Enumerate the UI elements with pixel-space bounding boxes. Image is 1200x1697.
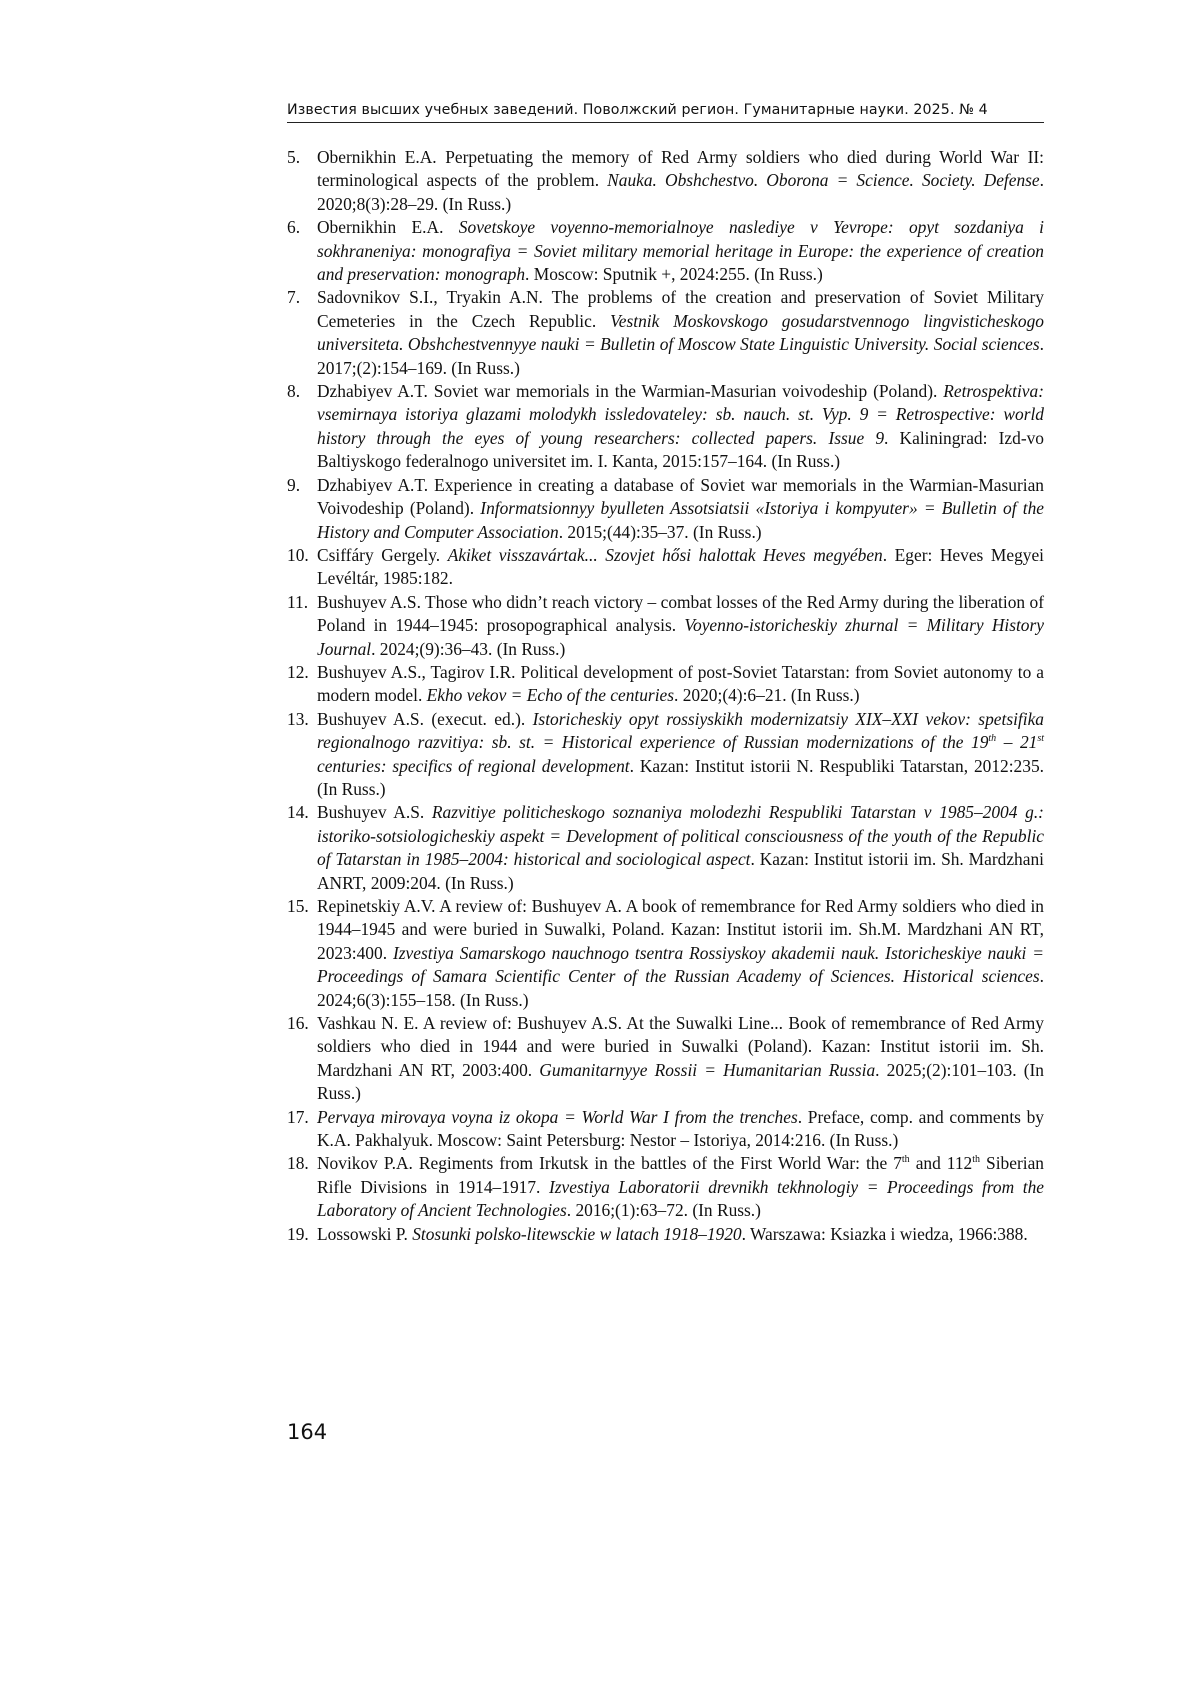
reference-text (317, 146, 1044, 216)
reference-item (287, 708, 1044, 802)
reference-number: 5. (287, 147, 301, 167)
reference-segment: . Kazan: Institut istorii N. Respubliki Tatarstan, 2012:235. (In Russ.) (317, 755, 1044, 799)
reference-segment: Csiffáry Gergely. (317, 544, 448, 565)
reference-number: 7. (287, 287, 301, 308)
reference-segment: . Kazan: Institut istorii im. Sh. Mardzhani ANRT, 2009:204. (In Russ.) (317, 849, 1044, 893)
reference-text (317, 1223, 1044, 1246)
reference-text (317, 661, 1044, 708)
reference-item (287, 591, 1044, 661)
reference-title-italic: Istoricheskiy opyt rossiyskikh modernizatsiy XIX–XXI vekov: spetsifika regionalnogo razvitiya: sb. st. = Historical experience of Russian modernizations of the 19 (317, 708, 1044, 753)
reference-text (317, 895, 1044, 1012)
reference-title-italic: Stosunki polsko-litewsckie w latach 1918–1920 (412, 1223, 742, 1244)
ordinal-superscript: st (1037, 733, 1045, 745)
reference-item (287, 661, 1044, 708)
reference-segment: . 2015;(44):35–37. (In Russ.) (558, 521, 762, 542)
reference-title-italic: centuries: specifics of regional development (317, 755, 630, 776)
reference-segment: . 2020;(4):6–21. (In Russ.) (674, 685, 860, 706)
reference-segment: Bushuyev A.S., Tagirov I.R. Political development of post-Soviet Tatarstan: from Soviet autonomy to a modern model. (317, 661, 1044, 706)
reference-number: 15. (287, 896, 309, 916)
page-number: 164 (287, 1420, 328, 1444)
ordinal-superscript: th (901, 1154, 910, 1166)
reference-segment: Bushuyev A.S. Those who didn’t reach victory – combat losses of the Red Army during the liberation of Poland in 1944–1945: prosopographical analysis. (317, 591, 1044, 636)
running-header: Известия высших учебных заведений. Поволжский регион. Гуманитарные науки. 2025. № 4 (287, 102, 1044, 123)
reference-number: 18. (287, 1153, 309, 1174)
reference-segment: Dzhabiyev A.T. Soviet war memorials in the Warmian-Masurian voivodeship (Poland). (317, 381, 944, 402)
reference-title-italic: Izvestiya Samarskogo nauchnogo tsentra Rossiyskoy akademii nauk. Istoricheskiye nauki = Proceedings of Samara Scientific Center of the Russian Academy of Sciences. Historical sciences (317, 942, 1044, 987)
reference-text (317, 544, 1044, 591)
reference-title-italic: Retrospektiva: vsemirnaya istoriya glazami molodykh issledovateley: sb. nauch. st. Vyp. 9 = Retrospective: world history through the eyes of young researchers: collected papers. Issue 9 (317, 381, 1044, 448)
reference-number: 8. (287, 381, 301, 402)
reference-title-italic: Informatsionnyy byulleten Assotsiatsii «Istoriya i kompyuter» = Bulletin of the History and Computer Association (317, 498, 1045, 542)
reference-segment: . Kaliningrad: Izd-vo Baltiyskogo federalnogo universitet im. I. Kanta, 2015:157–164. (In Russ.) (317, 427, 1045, 472)
reference-title-italic: Ekho vekov = Echo of the centuries (426, 685, 675, 706)
reference-segment: . 2024;6(3):155–158. (In Russ.) (317, 966, 1044, 1010)
reference-segment: and 112 (909, 1153, 973, 1174)
reference-segment: . Warszawa: Ksiazka i wiedza, 1966:388. (741, 1223, 1028, 1244)
reference-number: 9. (287, 474, 301, 495)
reference-item (287, 474, 1044, 544)
reference-title-italic: Izvestiya Laboratorii drevnikh tekhnologiy = Proceedings from the Laboratory of Ancient Technologies (317, 1176, 1044, 1221)
reference-title-italic: Akiket visszavártak... Szovjet hősi halottak Heves megyében (447, 544, 883, 565)
reference-segment: . 2016;(1):63–72. (In Russ.) (566, 1200, 761, 1221)
reference-title-italic: Pervaya mirovaya voyna iz okopa = World War I from the trenches (317, 1106, 798, 1127)
reference-text (317, 1012, 1044, 1106)
reference-text (317, 474, 1044, 544)
reference-item (287, 544, 1044, 591)
reference-text (317, 380, 1044, 474)
reference-segment: Obernikhin E.A. Perpetuating the memory of Red Army soldiers who died during World War II: terminological aspects of the problem. (317, 147, 1044, 191)
reference-item (287, 1152, 1044, 1222)
reference-segment: Bushuyev A.S. (execut. ed.). (317, 708, 533, 729)
reference-segment: Sadovnikov S.I., Tryakin A.N. The problems of the creation and preservation of Soviet Military Cemeteries in the Czech Republic. (317, 287, 1044, 331)
reference-number: 16. (287, 1013, 309, 1034)
reference-title-italic: Razvitiye politicheskogo soznaniya molodezhi Respubliki Tatarstan v 1985–2004 g.: istoriko-sotsiologicheskiy aspekt = Development of political consciousness of the youth of the Republic of Tatarstan in 1985–2004: historical and sociological aspect (317, 802, 1044, 870)
reference-number: 6. (287, 217, 301, 238)
reference-title-italic: – 21 (996, 732, 1038, 753)
reference-segment: . 2024;(9):36–43. (In Russ.) (371, 638, 566, 659)
reference-text (317, 708, 1044, 802)
reference-segment: Siberian Rifle Divisions in 1914–1917. (317, 1153, 1044, 1197)
reference-text (317, 286, 1044, 380)
ordinal-superscript: th (972, 1154, 981, 1166)
ordinal-superscript: th (988, 733, 997, 745)
reference-text (317, 1106, 1044, 1153)
reference-segment: Lossowski P. (317, 1223, 413, 1244)
reference-number: 17. (287, 1106, 309, 1127)
reference-segment: . Preface, comp. and comments by K.A. Pakhalyuk. Moscow: Saint Petersburg: Nestor – Istoriya, 2014:216. (In Russ.) (317, 1106, 1045, 1151)
reference-item (287, 895, 1044, 1012)
reference-segment: . Eger: Heves Megyei Levéltár, 1985:182. (317, 544, 1045, 589)
reference-number: 14. (287, 802, 309, 823)
reference-title-italic: Gumanitarnyye Rossii = Humanitarian Russia (539, 1059, 876, 1080)
reference-number: 10. (287, 544, 309, 565)
reference-segment: Novikov P.A. Regiments from Irkutsk in the battles of the First World War: the 7 (317, 1153, 902, 1174)
reference-item (287, 1223, 1044, 1246)
reference-title-italic: Vestnik Moskovskogo gosudarstvennogo lingvisticheskogo universiteta. Obshchestvennyye nauki = Bulletin of Moscow State Linguistic University. Social sciences (317, 310, 1044, 355)
reference-text (317, 591, 1044, 661)
reference-title-italic: Nauka. Obshchestvo. Oborona = Science. Society. Defense (607, 170, 1040, 191)
reference-item (287, 801, 1044, 895)
reference-segment: . 2017;(2):154–169. (In Russ.) (317, 334, 1044, 378)
reference-segment: Repinetskiy A.V. A review of: Bushuyev A. A book of remembrance for Red Army soldiers who died in 1944–1945 and were buried in Suwalki, Poland. Kazan: Institut istorii im. Sh.M. Mardzhani AN RT, 2023:400. (317, 896, 1044, 963)
reference-list (287, 146, 1044, 1246)
reference-segment: Vashkau N. E. A review of: Bushuyev A.S. At the Suwalki Line... Book of remembrance of Red Army soldiers who died in 1944 and were buried in Suwalki (Poland). Kazan: Institut istorii im. Sh. Mardzhani AN RT, 2003:400. (317, 1013, 1044, 1080)
reference-number: 13. (287, 708, 309, 729)
reference-item (287, 146, 1044, 216)
reference-segment: . 2020;8(3):28–29. (In Russ.) (317, 170, 1045, 214)
reference-segment: . 2025;(2):101–103. (In Russ.) (317, 1059, 1044, 1104)
reference-number: 11. (287, 591, 309, 612)
reference-text (317, 801, 1044, 895)
reference-item (287, 286, 1044, 380)
reference-number: 19. (287, 1223, 309, 1244)
reference-segment: Bushuyev A.S. (317, 802, 432, 823)
reference-text (317, 216, 1044, 286)
reference-number: 12. (287, 661, 309, 682)
reference-title-italic: Sovetskoye voyenno-memorialnoye naslediye v Yevrope: opyt sozdaniya i sokhraneniya: monografiya = Soviet military memorial heritage in Europe: the experience of creation and preservation: monograph (317, 217, 1044, 285)
reference-item (287, 1012, 1044, 1106)
reference-segment: Obernikhin E.A. (317, 217, 459, 238)
reference-item (287, 1106, 1044, 1153)
reference-title-italic: Voyenno-istoricheskiy zhurnal = Military History Journal (317, 615, 1044, 659)
reference-item (287, 216, 1044, 286)
reference-segment: Dzhabiyev A.T. Experience in creating a database of Soviet war memorials in the Warmian-Masurian Voivodeship (Poland). (317, 474, 1044, 519)
reference-item (287, 380, 1044, 474)
reference-text (317, 1152, 1044, 1222)
reference-segment: . Moscow: Sputnik +, 2024:255. (In Russ.) (525, 264, 823, 285)
